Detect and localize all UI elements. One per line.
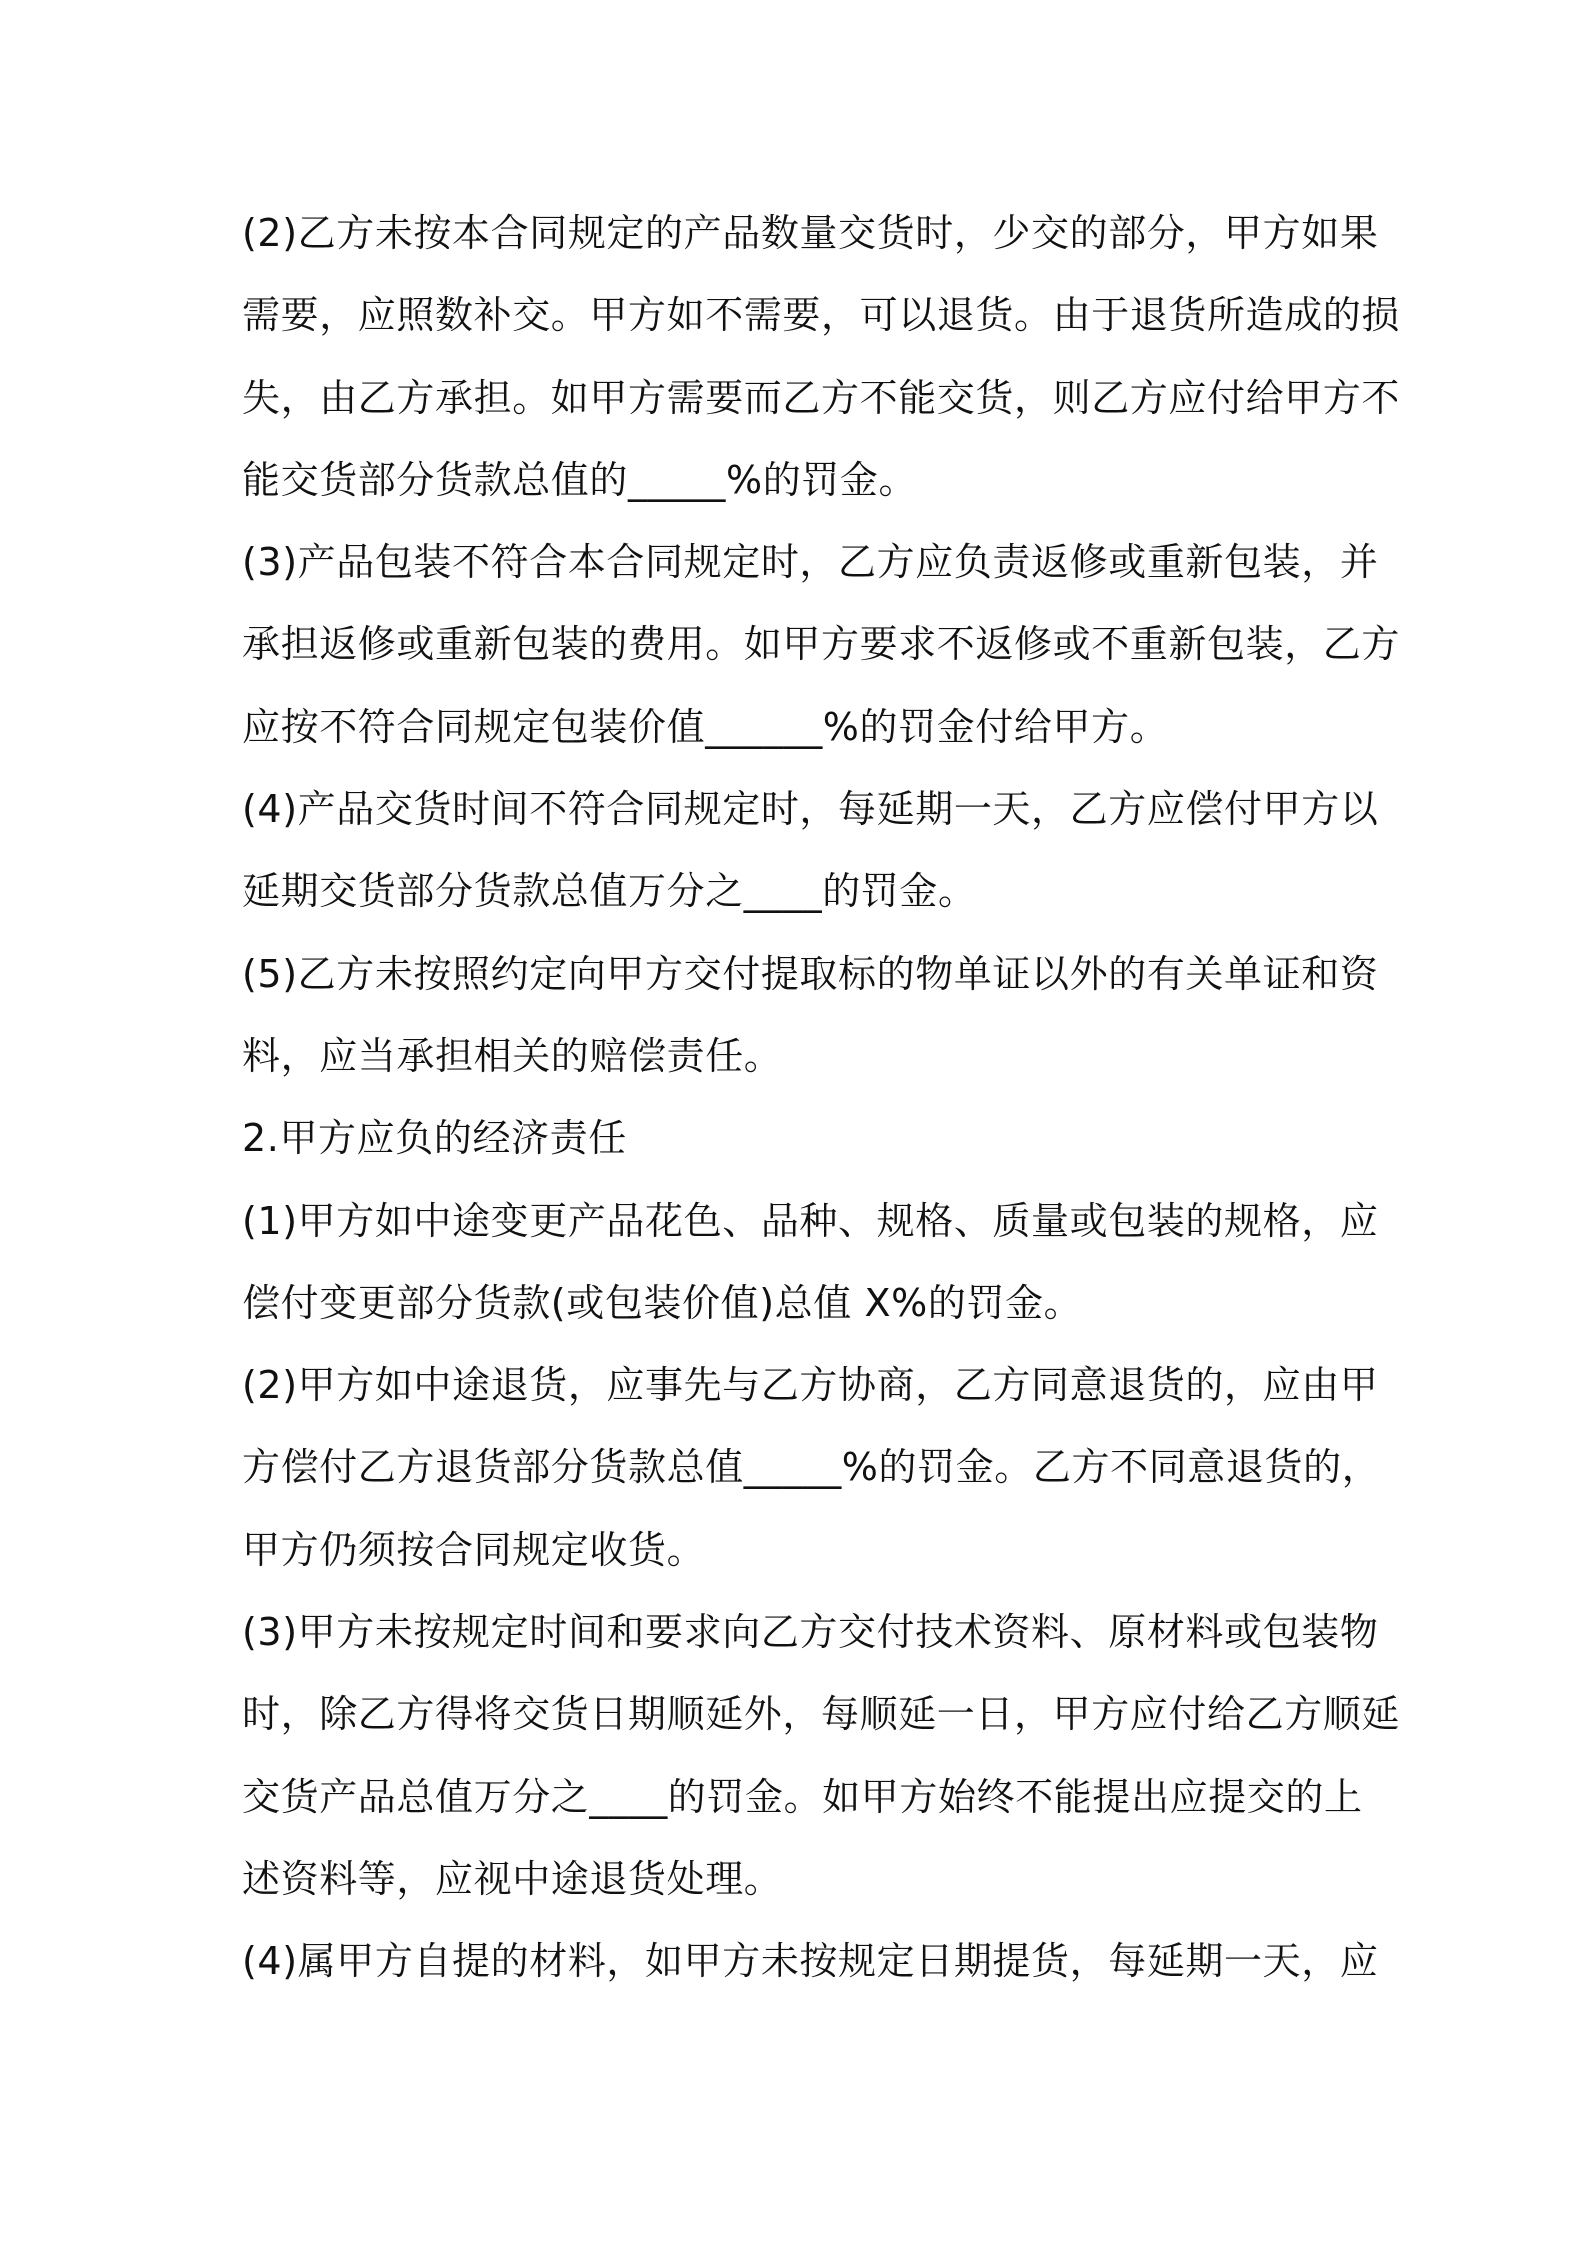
text-line: 方偿付乙方退货部分货款总值_____%的罚金。乙方不同意退货的，	[242, 1445, 1381, 1490]
text-line: (4)属甲方自提的材料，如甲方未按规定日期提货，每延期一天，应	[242, 1939, 1379, 1984]
clause-paragraph	[242, 521, 1401, 768]
text-line: 失，由乙方承担。如甲方需要而乙方不能交货，则乙方应付给甲方不	[242, 375, 1401, 420]
text-line: 2.甲方应负的经济责任	[242, 1116, 627, 1161]
text-line: 能交货部分货款总值的_____%的罚金。	[242, 457, 918, 502]
clause-paragraph	[242, 192, 1401, 521]
text-line: (2)乙方未按本合同规定的产品数量交货时，少交的部分，甲方如果	[242, 211, 1379, 255]
document-body	[242, 192, 1401, 2003]
text-line: 甲方仍须按合同规定收货。	[242, 1527, 706, 1572]
clause-paragraph	[242, 1344, 1381, 1591]
clause-paragraph	[242, 1591, 1401, 1920]
text-line: (5)乙方未按照约定向甲方交付提取标的物单证以外的有关单证和资	[242, 951, 1379, 996]
text-line: 偿付变更部分货款(或包装价值)总值 X%的罚金。	[242, 1280, 1083, 1325]
text-line: 应按不符合同规定包装价值______%的罚金付给甲方。	[242, 704, 1169, 749]
text-line: 时，除乙方得将交货日期顺延外，每顺延一日，甲方应付给乙方顺延	[242, 1692, 1401, 1737]
text-line: (3)甲方未按规定时间和要求向乙方交付技术资料、原材料或包装物	[242, 1610, 1379, 1655]
text-line: (3)产品包装不符合本合同规定时，乙方应负责返修或重新包装，并	[242, 540, 1379, 585]
clause-paragraph	[242, 1920, 1379, 2002]
text-line: (1)甲方如中途变更产品花色、品种、规格、质量或包装的规格，应	[242, 1198, 1379, 1243]
text-line: (2)甲方如中途退货，应事先与乙方协商，乙方同意退货的，应由甲	[242, 1363, 1379, 1408]
text-line: 延期交货部分货款总值万分之____的罚金。	[242, 869, 977, 914]
text-line: 料，应当承担相关的赔偿责任。	[242, 1033, 783, 1078]
section-heading	[242, 1097, 1362, 1179]
text-line: 述资料等，应视中途退货处理。	[242, 1856, 783, 1901]
clause-paragraph	[242, 1180, 1379, 1345]
text-line: 需要，应照数补交。甲方如不需要，可以退货。由于退货所造成的损	[242, 293, 1401, 338]
text-line: 承担返修或重新包装的费用。如甲方要求不返修或不重新包装，乙方	[242, 622, 1401, 667]
text-line: 交货产品总值万分之____的罚金。如甲方始终不能提出应提交的上	[242, 1774, 1363, 1819]
text-line: (4)产品交货时间不符合同规定时，每延期一天，乙方应偿付甲方以	[242, 787, 1379, 832]
clause-paragraph	[242, 933, 1379, 1098]
clause-paragraph	[242, 768, 1379, 933]
